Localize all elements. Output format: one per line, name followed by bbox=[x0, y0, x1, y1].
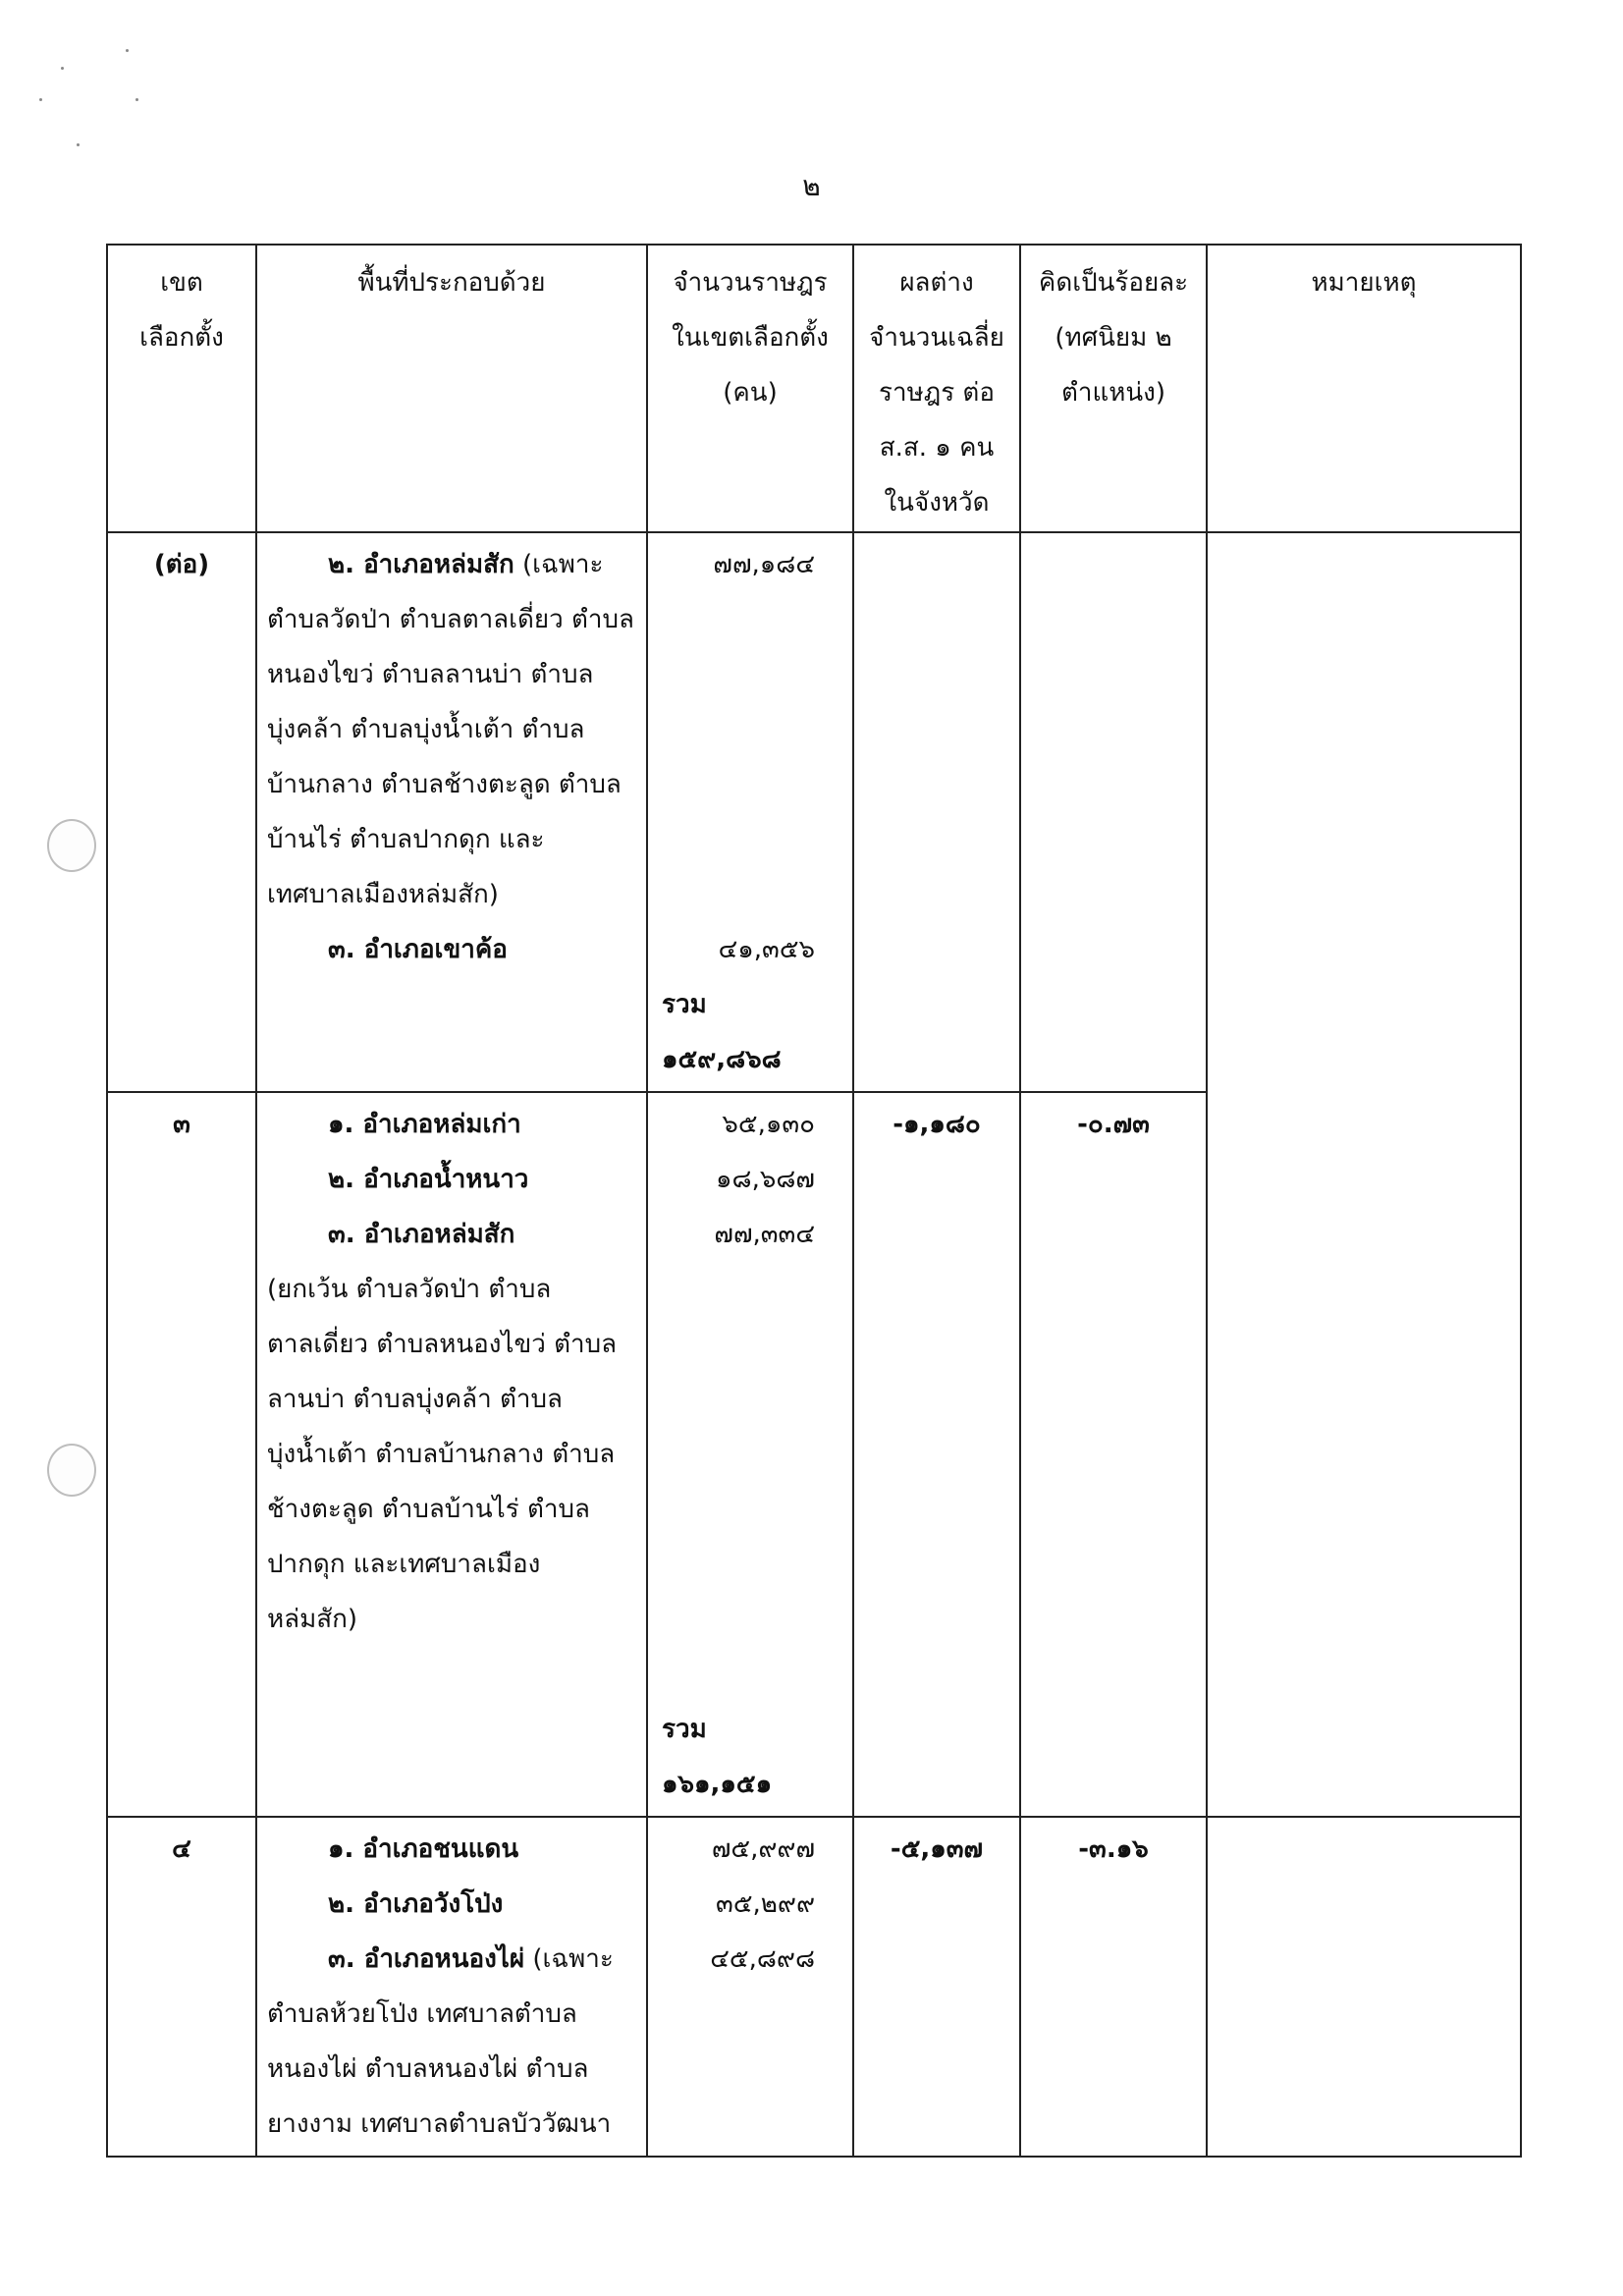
header-line: จำนวนราษฎร bbox=[673, 268, 828, 298]
header-line: หมายเหตุ bbox=[1311, 268, 1417, 298]
area-line bbox=[267, 2042, 636, 2097]
area-line bbox=[267, 702, 636, 757]
population-value bbox=[658, 1482, 815, 1537]
header-district bbox=[107, 245, 256, 532]
header-area bbox=[256, 245, 647, 532]
total-value: ๑๖๑,๑๕๑ bbox=[662, 1770, 773, 1799]
difference-cell bbox=[853, 532, 1020, 1092]
header-population bbox=[647, 245, 853, 532]
area-line bbox=[267, 1317, 636, 1372]
header-line: คิดเป็นร้อยละ bbox=[1038, 268, 1189, 298]
district-cell: (ต่อ) bbox=[107, 532, 256, 1092]
area-text: ๑. อำเภอชนแดน bbox=[328, 1834, 519, 1864]
area-line bbox=[267, 812, 636, 867]
total-value: ๑๕๙,๘๖๘ bbox=[662, 1045, 782, 1074]
area-line bbox=[267, 1207, 636, 1262]
area-text: หนองไขว่ ตำบลลานบ่า ตำบล bbox=[267, 660, 594, 689]
area-line bbox=[267, 1592, 636, 1647]
constituency-table bbox=[106, 244, 1522, 2158]
population-value bbox=[658, 1427, 815, 1482]
area-line bbox=[267, 1877, 636, 1932]
population-cell bbox=[647, 1092, 853, 1817]
area-cell bbox=[256, 1817, 647, 2157]
area-line bbox=[267, 867, 636, 922]
population-value: ๖๕,๑๓๐ bbox=[722, 1110, 815, 1139]
area-text: ๑. อำเภอหล่มเก่า bbox=[328, 1110, 521, 1139]
table-row bbox=[107, 1817, 1521, 2157]
header-line: (ทศนิยม ๒ bbox=[1055, 323, 1172, 353]
header-line: ส.ส. ๑ คน bbox=[879, 433, 995, 463]
population-value: ๑๘,๖๘๗ bbox=[716, 1165, 815, 1194]
area-line bbox=[267, 1537, 636, 1592]
population-value: ๓๕,๒๙๙ bbox=[716, 1889, 815, 1919]
population-value: ๗๗,๓๓๔ bbox=[714, 1220, 815, 1249]
area-text: บุ่งน้ำเต้า ตำบลบ้านกลาง ตำบล bbox=[267, 1440, 616, 1469]
header-remarks bbox=[1207, 245, 1521, 532]
area-line bbox=[267, 1932, 636, 1987]
area-line bbox=[267, 757, 636, 812]
area-line bbox=[267, 1647, 636, 1702]
population-value bbox=[658, 1647, 815, 1702]
area-text: ตำบลวัดป่า ตำบลตาลเดี่ยว ตำบล bbox=[267, 605, 634, 634]
header-row bbox=[107, 245, 1521, 532]
area-text: ช้างตะลูด ตำบลบ้านไร่ ตำบล bbox=[267, 1495, 590, 1524]
header-percent bbox=[1020, 245, 1207, 532]
area-text: (ยกเว้น ตำบลวัดป่า ตำบล bbox=[267, 1275, 552, 1304]
header-line: ในจังหวัด bbox=[884, 488, 990, 518]
area-line bbox=[267, 647, 636, 702]
area-line bbox=[267, 537, 636, 592]
area-line bbox=[267, 1822, 636, 1877]
area-cell bbox=[256, 532, 647, 1092]
area-text: ปากดุก และเทศบาลเมือง bbox=[267, 1550, 541, 1579]
area-text: ตาลเดี่ยว ตำบลหนองไขว่ ตำบล bbox=[267, 1330, 618, 1359]
population-value: ๔๕,๘๙๘ bbox=[710, 1944, 815, 1974]
header-line: ในเขตเลือกตั้ง bbox=[672, 323, 829, 353]
area-text: บ้านไร่ ตำบลปากดุก และ bbox=[267, 825, 545, 854]
area-text: เทศบาลเมืองหล่มสัก) bbox=[267, 880, 499, 909]
table-row bbox=[107, 532, 1521, 1092]
area-text: ๒. อำเภอวังโป่ง bbox=[328, 1889, 504, 1919]
area-text: ๒. อำเภอน้ำหนาว bbox=[328, 1165, 529, 1194]
population-value bbox=[658, 867, 815, 922]
population-value bbox=[658, 2097, 815, 2152]
area-line bbox=[267, 2097, 636, 2152]
area-text: (เฉพาะ bbox=[524, 1944, 614, 1974]
population-value bbox=[658, 757, 815, 812]
remarks-cell bbox=[1207, 1817, 1521, 2157]
area-text: (เฉพาะ bbox=[514, 550, 604, 579]
district-cell: ๓ bbox=[107, 1092, 256, 1817]
area-text: ตำบลห้วยโป่ง เทศบาลตำบล bbox=[267, 1999, 577, 2029]
percent-cell: -๓.๑๖ bbox=[1020, 1817, 1207, 2157]
percent-cell: -๐.๗๓ bbox=[1020, 1092, 1207, 1817]
difference-cell: -๕,๑๓๗ bbox=[853, 1817, 1020, 2157]
district-cell: ๔ bbox=[107, 1817, 256, 2157]
population-value bbox=[658, 592, 815, 647]
area-text: ๓. อำเภอเขาค้อ bbox=[328, 935, 508, 964]
population-value bbox=[658, 812, 815, 867]
population-value bbox=[658, 1372, 815, 1427]
population-value: ๔๑,๓๕๖ bbox=[718, 935, 815, 964]
total-label: รวม bbox=[662, 990, 707, 1019]
population-value bbox=[658, 2042, 815, 2097]
header-line: (คน) bbox=[723, 378, 778, 408]
table-body bbox=[107, 532, 1521, 2157]
page-number: ๒ bbox=[802, 170, 821, 202]
scan-speck bbox=[39, 98, 42, 101]
header-line: เลือกตั้ง bbox=[139, 323, 224, 353]
header-line: ราษฎร ต่อ bbox=[879, 378, 995, 408]
population-value: ๗๕,๙๙๗ bbox=[711, 1834, 815, 1864]
header-line: ตำแหน่ง) bbox=[1061, 378, 1165, 408]
population-value bbox=[658, 647, 815, 702]
area-line bbox=[267, 1427, 636, 1482]
population-value bbox=[658, 1537, 815, 1592]
scan-speck bbox=[135, 98, 138, 101]
percent-cell bbox=[1020, 532, 1207, 1092]
difference-cell: -๑,๑๘๐ bbox=[853, 1092, 1020, 1817]
total-label: รวม bbox=[662, 1715, 707, 1744]
area-line bbox=[267, 1097, 636, 1152]
area-line bbox=[267, 922, 636, 977]
binder-hole bbox=[47, 819, 96, 872]
area-line bbox=[267, 1482, 636, 1537]
population-value bbox=[658, 1592, 815, 1647]
population-value: ๗๗,๑๘๔ bbox=[713, 550, 815, 579]
population-value bbox=[658, 702, 815, 757]
area-text: ลานบ่า ตำบลบุ่งคล้า ตำบล bbox=[267, 1385, 563, 1414]
area-text: ๒. อำเภอหล่มสัก bbox=[328, 550, 514, 579]
area-text: ๓. อำเภอหล่มสัก bbox=[328, 1220, 515, 1249]
area-text: หล่มสัก) bbox=[267, 1605, 357, 1634]
area-text: ๓. อำเภอหนองไผ่ bbox=[328, 1944, 525, 1974]
population-value bbox=[658, 1987, 815, 2042]
population-cell bbox=[647, 1817, 853, 2157]
population-value bbox=[658, 1262, 815, 1317]
area-line bbox=[267, 1987, 636, 2042]
area-line bbox=[267, 1152, 636, 1207]
area-text: บุ่งคล้า ตำบลบุ่งน้ำเต้า ตำบล bbox=[267, 715, 585, 744]
area-line bbox=[267, 1372, 636, 1427]
area-text: บ้านกลาง ตำบลช้างตะลูด ตำบล bbox=[267, 770, 622, 799]
header-difference bbox=[853, 245, 1020, 532]
scan-speck bbox=[126, 49, 129, 52]
remarks-cell bbox=[1207, 532, 1521, 1817]
area-line bbox=[267, 592, 636, 647]
population-value bbox=[658, 1317, 815, 1372]
population-cell bbox=[647, 532, 853, 1092]
header-line: พื้นที่ประกอบด้วย bbox=[357, 268, 546, 298]
scan-speck bbox=[61, 67, 64, 70]
scan-speck bbox=[77, 143, 80, 146]
binder-hole bbox=[47, 1444, 96, 1497]
header-line: จำนวนเฉลี่ย bbox=[869, 323, 1004, 353]
header-line: ผลต่าง bbox=[899, 268, 974, 298]
area-text: ยางงาม เทศบาลตำบลบัววัฒนา bbox=[267, 2109, 612, 2139]
header-line: เขต bbox=[160, 268, 203, 298]
area-text: หนองไผ่ ตำบลหนองไผ่ ตำบล bbox=[267, 2054, 589, 2084]
area-line bbox=[267, 1262, 636, 1317]
area-cell bbox=[256, 1092, 647, 1817]
